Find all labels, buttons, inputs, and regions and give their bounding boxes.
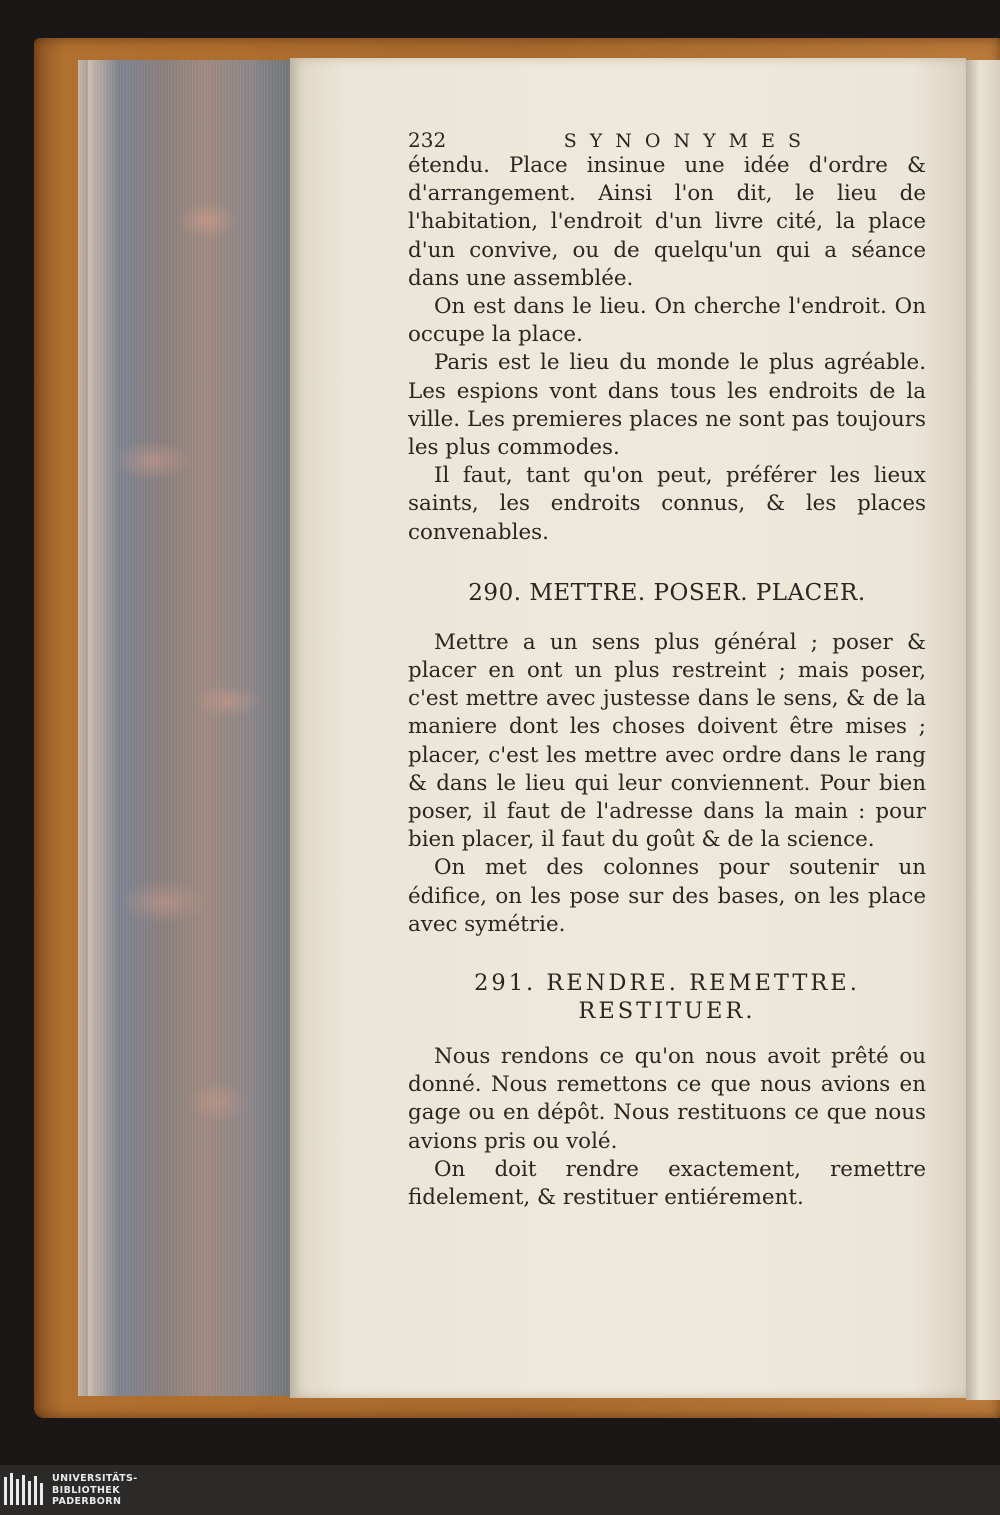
section-heading-291-line1: 291. RENDRE. REMETTRE. [474, 970, 860, 997]
library-name-line2: BIBLIOTHEK [52, 1484, 120, 1496]
section-heading-291 [408, 969, 926, 1025]
section-heading-291-line2: RESTITUER. [578, 998, 756, 1025]
running-header [408, 128, 926, 152]
facing-page-edge [966, 60, 1000, 1400]
marbled-page-edge [78, 60, 292, 1396]
page-number: 232 [408, 128, 447, 152]
paragraph-intro-2: On est dans le lieu. On cherche l'endroit. On occupe la place. [408, 294, 926, 348]
paragraph-intro-1: étendu. Place insinue une idée d'ordre & d'arrangement. Ainsi l'on dit, le lieu de l'habitation, l'endroit d'un livre cité, la place d'un convive, ou de quelqu'un qui a séance dans une assemblée. [408, 153, 926, 291]
paragraph-intro-3: Paris est le lieu du monde le plus agréable. Les espions vont dans tous les endroits de la ville. Les premieres places ne sont pas toujours les plus commodes. [408, 350, 926, 461]
running-title: SYNONYMES [563, 130, 814, 152]
paragraph-intro-4: Il faut, tant qu'on peut, préférer les lieux saints, les endroits connus, & les places convenables. [408, 463, 926, 545]
paragraph-291-2: On doit rendre exactement, remettre fidelement, & restituer entiérement. [408, 1156, 926, 1211]
library-footer [0, 1465, 1000, 1515]
paragraph-291-1: Nous rendons ce qu'on nous avoit prêté ou donné. Nous remettons ce que nous avions en gage ou en dépôt. Nous restituons ce que nous avions pris ou volé. [408, 1044, 926, 1154]
paragraph-290-1: Mettre a un sens plus général ; poser & placer en ont un plus restreint ; mais poser, c'est mettre avec justesse dans le sens, & de la maniere dont les choses doivent être mises ; placer, c'est les mettre avec ordre dans le rang & dans le lieu qui leur conviennent. Pour bien poser, il faut de l'adresse dans la main : pour bien placer, il faut du goût & de la science. [408, 629, 926, 853]
section-heading-290: 290. METTRE. POSER. PLACER. [468, 579, 866, 606]
page-text [408, 128, 926, 1212]
paragraph-290-2: On met des colonnes pour soutenir un édifice, on les pose sur des bases, on les place avec symétrie. [408, 855, 926, 937]
library-logo-icon [4, 1473, 44, 1507]
library-name-line1: UNIVERSITÄTS- [52, 1473, 138, 1484]
library-name [52, 1473, 138, 1508]
library-name-line3: PADERBORN [52, 1496, 122, 1507]
